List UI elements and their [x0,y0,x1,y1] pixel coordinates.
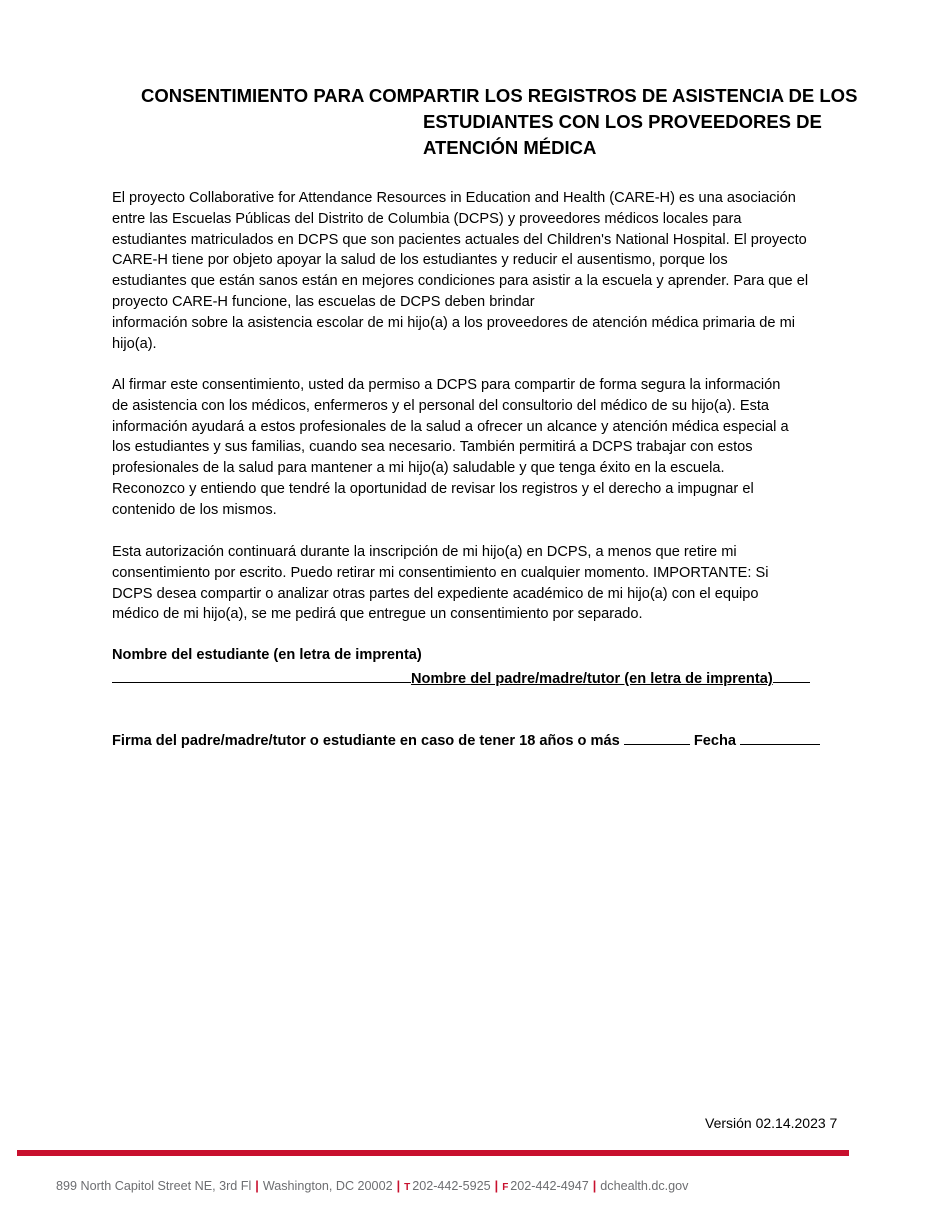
signature-field[interactable] [624,728,690,745]
paragraph-line: Al firmar este consentimiento, usted da permiso a DCPS para compartir de forma segura la información [112,377,781,393]
parent-name-label: Nombre del padre/madre/tutor (en letra de imprenta) [411,671,773,687]
paragraph-line: los estudiantes y sus familias, cuando sea necesario. También permitirá a DCPS trabajar con estos [112,439,753,456]
paragraph-line: Reconozco y entiendo que tendré la oportunidad de revisar los registros y el derecho a impugnar el [112,480,754,497]
footer-city: Washington, DC 20002 [262,1179,393,1193]
paragraph-line: DCPS desea compartir o analizar otras partes del expediente académico de mi hijo(a) con el equipo [112,585,759,602]
version-label: Versión 02.14.2023 7 [705,1115,838,1131]
paragraph-line: estudiantes que están sanos están en mejores condiciones para asistir a la escuela y aprender. Para que el [112,273,809,290]
paragraph-line: CARE-H tiene por objeto apoyar la salud de los estudiantes y reducir el ausentismo, porque los [112,252,728,269]
footer-address: 899 North Capitol Street NE, 3rd Fl [56,1179,252,1193]
fax-tag: F [502,1182,509,1193]
name-fields-row [112,666,810,686]
paragraph-line: médico de mi hijo(a), se me pedirá que entregue un consentimiento por separado. [112,606,643,623]
paragraph-line: estudiantes matriculados en DCPS que son pacientes actuales del Children's National Hospital. El proyecto [112,231,807,248]
date-label: Fecha [693,733,737,749]
paragraph-line: información sobre la asistencia escolar de mi hijo(a) a los proveedores de atención médica primaria de mi [112,314,795,331]
paragraph-authorization [112,542,852,625]
parent-name-field[interactable] [773,666,810,683]
footer-divider [17,1150,849,1156]
footer-fax: 202-442-4947 [510,1179,589,1193]
footer-separator: | [494,1179,499,1193]
document-title-line-1: CONSENTIMIENTO PARA COMPARTIR LOS REGISTROS DE ASISTENCIA DE LOS [141,85,858,106]
paragraph-line: hijo(a). [112,335,157,352]
student-name-label: Nombre del estudiante (en letra de imprenta) [112,647,422,663]
signature-row [112,728,820,751]
student-name-field[interactable] [112,666,411,683]
date-field[interactable] [740,728,820,745]
signature-label: Firma del padre/madre/tutor o estudiante en caso de tener 18 años o más [112,733,620,749]
document-title-line-3: ATENCIÓN MÉDICA [423,137,597,158]
telephone-tag: T [404,1182,411,1193]
footer-separator: | [255,1179,259,1193]
paragraph-line: de asistencia con los médicos, enfermeros y el personal del consultorio del médico de su hijo(a). Esta [112,397,770,414]
footer-separator: | [592,1179,597,1193]
footer-website-link[interactable]: dchealth.dc.gov [600,1179,689,1193]
paragraph-line: proyecto CARE-H funcione, las escuelas de DCPS deben brindar [112,293,535,310]
paragraph-line: contenido de los mismos. [112,501,277,518]
paragraph-intro [112,188,852,354]
paragraph-line: El proyecto Collaborative for Attendance Resources in Education and Health (CARE-H) es una asociación [112,190,796,206]
paragraph-line: consentimiento por escrito. Puedo retirar mi consentimiento en cualquier momento. IMPORTANTE: Si [112,564,769,581]
footer-contact [56,1177,688,1197]
paragraph-line: Esta autorización continuará durante la inscripción de mi hijo(a) en DCPS, a menos que retire mi [112,544,737,560]
footer-separator: | [396,1179,401,1193]
paragraph-line: entre las Escuelas Públicas del Distrito de Columbia (DCPS) y proveedores médicos locales para [112,210,742,227]
paragraph-line: profesionales de la salud para mantener a mi hijo(a) saludable y que tenga éxito en la escuela. [112,460,725,477]
document-title-line-2: ESTUDIANTES CON LOS PROVEEDORES DE [423,111,822,132]
paragraph-line: información ayudará a estos profesionales de la salud a ofrecer un alcance y atención médica especial a [112,418,789,435]
paragraph-permission [112,375,852,521]
footer-telephone: 202-442-5925 [412,1179,491,1193]
